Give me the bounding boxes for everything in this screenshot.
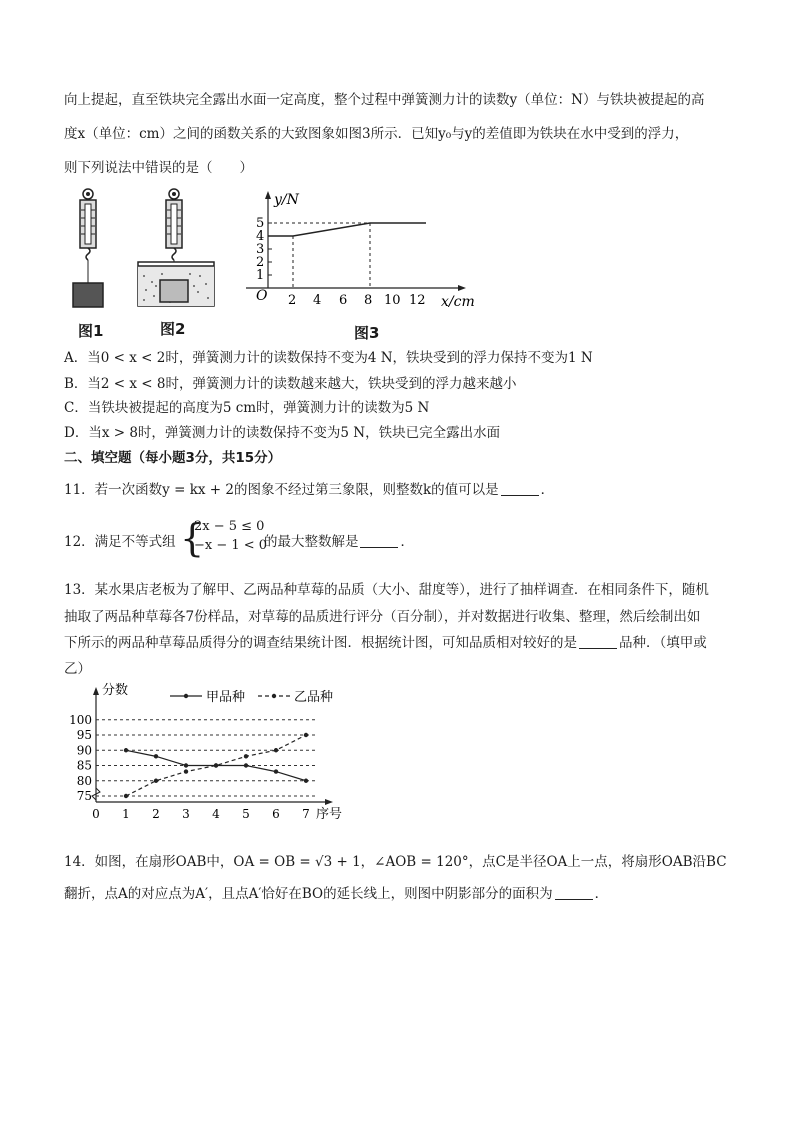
q11-answer-blank	[501, 481, 539, 496]
q12-end: ．	[400, 534, 414, 550]
section-2-title: 二、填空题（每小题3分，共15分）	[64, 450, 282, 466]
legend-yi-marker	[272, 694, 276, 698]
legend-jia-marker	[184, 694, 188, 698]
series-yi-point	[244, 754, 248, 758]
y-tick-5: 5	[256, 216, 265, 231]
chart-x-tick-label: 0	[92, 807, 100, 821]
series-yi-point	[124, 794, 128, 798]
q13-line-2: 抽取了两品种草莓各7份样品，对草莓的品质进行评分（百分制），并对数据进行收集、整理，然后绘制出如	[64, 609, 701, 625]
figure-1-caption: 图1	[78, 322, 104, 340]
figure-2-caption: 图2	[160, 320, 186, 338]
y-tick-3: 3	[256, 242, 265, 257]
chart-x-tick-label: 3	[182, 807, 190, 821]
chart-x-arrow	[325, 799, 333, 805]
chart-x-tick-label: 2	[152, 807, 160, 821]
q13-answer-blank	[579, 634, 617, 649]
chart-ylabel: 分数	[102, 683, 129, 698]
chart-xlabel: 序号	[316, 807, 343, 822]
chart-x-tick-label: 5	[242, 807, 250, 821]
y-tick-2: 2	[256, 255, 265, 270]
question-12	[64, 516, 744, 568]
q14-line-2	[64, 884, 744, 904]
graph3-xlabel: x/cm	[441, 294, 475, 310]
q14-answer-blank	[555, 885, 593, 900]
chart-y-tick-label: 75	[76, 789, 92, 803]
q12-eq-1: 2x − 5 ≤ 0	[193, 519, 265, 534]
chart-y-tick-label: 85	[76, 758, 92, 773]
legend-yi-label: 乙品种	[294, 690, 334, 705]
spring-scale-figures	[60, 186, 230, 316]
legend-jia-label: 甲品种	[206, 690, 246, 705]
figure-3-graph	[236, 186, 486, 316]
series-jia-point	[184, 763, 188, 767]
chart-x-tick-label: 1	[122, 807, 130, 821]
series-jia-point	[274, 769, 278, 773]
series-jia-point	[304, 779, 308, 783]
y-tick-4: 4	[256, 229, 265, 244]
q14-line-1: 14．如图，在扇形OAB中，OA = OB = √3 + 1，∠AOB = 120°，点C是半径OA上一点，将扇形OAB沿BC	[64, 854, 727, 870]
graph3-curve	[268, 223, 426, 236]
graph3-origin: O	[256, 288, 268, 304]
q12-answer-blank	[360, 533, 398, 548]
q13-line-4: 乙）	[64, 661, 91, 677]
q14-line-2-end: ．	[594, 886, 609, 902]
q12-brace: {	[179, 516, 205, 560]
intro-line-1: 向上提起，直至铁块完全露出水面一定高度，整个过程中弹簧测力计的读数y（单位：N）与铁块被提起的高	[64, 92, 705, 108]
option-b: B．当2 < x < 8时，弹簧测力计的读数越来越大，铁块受到的浮力越来越小	[64, 376, 517, 392]
q11-end: ．	[540, 482, 555, 498]
chart-y-tick-label: 90	[76, 743, 92, 758]
q13-line-3	[64, 633, 744, 653]
series-yi-point	[274, 748, 278, 752]
chart-x-tick-label: 7	[302, 807, 310, 821]
question-11	[64, 480, 744, 500]
figure-3-caption: 图3	[354, 324, 380, 342]
chart-x-tick-label: 4	[212, 807, 220, 821]
q11-text: 11．若一次函数y = kx + 2的图象不经过第三象限，则整数k的值可以是	[64, 482, 499, 498]
q12-system	[179, 516, 268, 560]
option-d: D．当x > 8时，弹簧测力计的读数保持不变为5 N，铁块已完全露出水面	[64, 425, 501, 441]
intro-line-2: 度x（单位：cm）之间的函数关系的大致图象如图3所示．已知y₀与y的差值即为铁块在水中受到的浮力，	[64, 126, 689, 142]
q12-mid: 的最大整数解是	[263, 534, 359, 550]
option-a: A．当0 < x < 2时，弹簧测力计的读数保持不变为4 N，铁块受到的浮力保持不变为1 N	[64, 350, 593, 366]
q14-line-2-text: 翻折，点A的对应点为A′，且点A′恰好在BO的延长线上，则图中阴影部分的面积为	[64, 886, 553, 902]
chart-y-arrow	[93, 687, 99, 695]
x-tick-10: 10	[384, 293, 401, 308]
x-tick-12: 12	[409, 293, 426, 308]
series-jia-point	[124, 748, 128, 752]
q12-eq-2: −x − 1 < 0	[193, 538, 268, 553]
q13-line-3-text: 下所示的两品种草莓品质得分的调查结果统计图．根据统计图，可知品质相对较好的是	[64, 635, 577, 651]
series-yi-point	[184, 769, 188, 773]
water-tank	[138, 262, 214, 306]
chart-x-tick-label: 6	[272, 807, 280, 821]
x-tick-8: 8	[364, 293, 373, 308]
q13-line-chart	[60, 682, 360, 832]
q13-line-1: 13．某水果店老板为了解甲、乙两品种草莓的品质（大小、甜度等），进行了抽样调查．在相同条件下，随机	[64, 582, 709, 598]
series-yi-point	[214, 763, 218, 767]
q12-text: 12．满足不等式组	[64, 534, 176, 550]
y-tick-1: 1	[256, 268, 265, 283]
option-c: C．当铁块被提起的高度为5 cm时，弹簧测力计的读数为5 N	[64, 400, 430, 416]
x-tick-4: 4	[313, 293, 322, 308]
graph3-ylabel: y/N	[274, 192, 299, 208]
series-yi-point	[304, 733, 308, 737]
series-jia-point	[244, 763, 248, 767]
series-jia-point	[154, 754, 158, 758]
intro-line-3: 则下列说法中错误的是（ ）	[64, 160, 253, 176]
q13-line-3-end: 品种．（填甲或	[619, 635, 707, 651]
chart-y-tick-label: 80	[76, 773, 92, 788]
x-tick-2: 2	[288, 293, 297, 308]
x-tick-6: 6	[339, 293, 348, 308]
chart-y-tick-label: 95	[76, 728, 92, 742]
spring-scale-1	[73, 189, 103, 307]
chart-y-tick-label: 100	[69, 712, 92, 727]
series-yi-point	[154, 779, 158, 783]
